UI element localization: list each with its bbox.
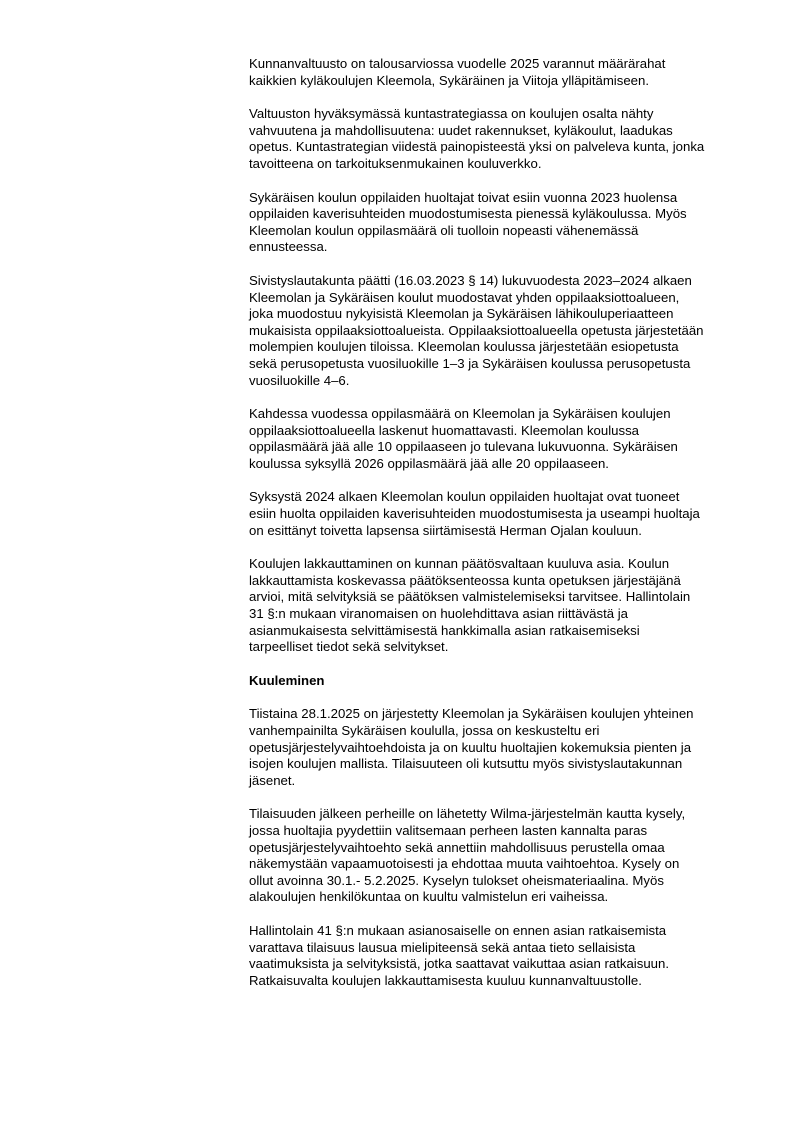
paragraph-parents-evening: Tiistaina 28.1.2025 on järjestetty Kleemolan ja Sykäräisen koulujen yhteinen vanhempainilta Sykäräisen koululla, jossa on keskusteltu eri opetusjärjestelyvaihtoehdoista ja on kuultu huoltajien kokemuksia pienten ja isojen koulujen mallista. Tilaisuuteen oli kutsuttu myös sivistyslautakunnan jäsenet. [249,706,694,788]
section-heading-hearing: Kuuleminen [249,672,325,688]
paragraph-guardian-concern-2024: Syksystä 2024 alkaen Kleemolan koulun oppilaiden huoltajat ovat tuoneet esiin huolta oppilaiden kaverisuhteiden muodostumisesta ja useampi huoltaja on esittänyt toivetta lapsensa siirtämisestä Herman Ojalan kouluun. [249,489,700,538]
paragraph-guardian-concern-2023: Sykäräisen koulun oppilaiden huoltajat toivat esiin vuonna 2023 huolensa oppilaiden kaverisuhteiden muodostumisesta pienessä kyläkoulussa. Myös Kleemolan koulun oppilasmäärä oli tuolloin nopeasti vähenemässä ennusteessa. [249,189,687,255]
paragraph-closure-authority: Koulujen lakkauttaminen on kunnan päätösvaltaan kuuluva asia. Koulun lakkauttamista koskevassa päätöksenteossa kunta opetuksen järjestäjänä arvioi, mitä selvityksiä se päätöksen valmistelemiseksi tarvitsee. Hallintolain 31 §:n mukaan viranomaisen on huolehdittava asian riittävästä ja asianmukaisesta selvittämisestä hankkimalla asian ratkaisemiseksi tarpeelliset tiedot sekä selvitykset. [249,556,691,655]
paragraph-board-decision: Sivistyslautakunta päätti (16.03.2023 § 14) lukuvuodesta 2023–2024 alkaen Kleemolan ja Sykäräisen koulut muodostavat yhden oppilaaksiottoalueen, joka muodostuu nykyisistä Kleemolan ja Sykäräisen lähikouluperiaatteen mukaisista oppilaaksiottoalueista. Oppilaaksiottoalueella opetusta järjestetään molempien koulujen tiloissa. Kleemolan koulussa järjestetään esiopetusta sekä perusopetusta vuosiluokille 1–3 ja Sykäräisen koulussa perusopetusta vuosiluokille 4–6. [249,272,704,388]
paragraph-administrative-law: Hallintolain 41 §:n mukaan asianosaiselle on ennen asian ratkaisemista varattava tilaisuus lausua mielipiteensä sekä antaa tieto sellaisista vaatimuksista ja selvityksistä, jotka saattavat vaikuttaa asian ratkaisuun. Ratkaisuvalta koulujen lakkauttamisesta kuuluu kunnanvaltuustolle. [249,922,669,988]
paragraph-survey: Tilaisuuden jälkeen perheille on lähetetty Wilma-järjestelmän kautta kysely, jossa huoltajia pyydettiin valitsemaan perheen lasten kannalta paras opetusjärjestelyvaihtoehto sekä annettiin mahdollisuus perustella omaa näkemystään vapaamuotoisesti ja ehdottaa muuta vaihtoehtoa. Kysely on ollut avoinna 30.1.- 5.2.2025. Kyselyn tulokset oheismateriaalina. Myös alakoulujen henkilökuntaa on kuultu valmistelun eri vaiheissa. [249,806,686,905]
paragraph-strategy: Valtuuston hyväksymässä kuntastrategiassa on koulujen osalta nähty vahvuutena ja mahdollisuutena: uudet rakennukset, kyläkoulut, laadukas opetus. Kuntastrategian viidestä painopisteestä yksi on palveleva kunta, jonka tavoitteena on tarkoituksenmukainen kouluverkko. [249,106,705,171]
document-page [249,56,759,1006]
paragraph-pupil-numbers: Kahdessa vuodessa oppilasmäärä on Kleemolan ja Sykäräisen koulujen oppilaaksiottoalueella laskenut huomattavasti. Kleemolan koulussa oppilasmäärä jää alle 10 oppilaaseen jo tulevana lukuvuonna. Sykäräisen koulussa syksyllä 2026 oppilasmäärä jää alle 20 oppilaaseen. [249,406,678,471]
paragraph-funding: Kunnanvaltuusto on talousarviossa vuodelle 2025 varannut määrärahat kaikkien kyläkoulujen Kleemola, Sykäräinen ja Viitoja ylläpitämiseen. [249,56,666,88]
